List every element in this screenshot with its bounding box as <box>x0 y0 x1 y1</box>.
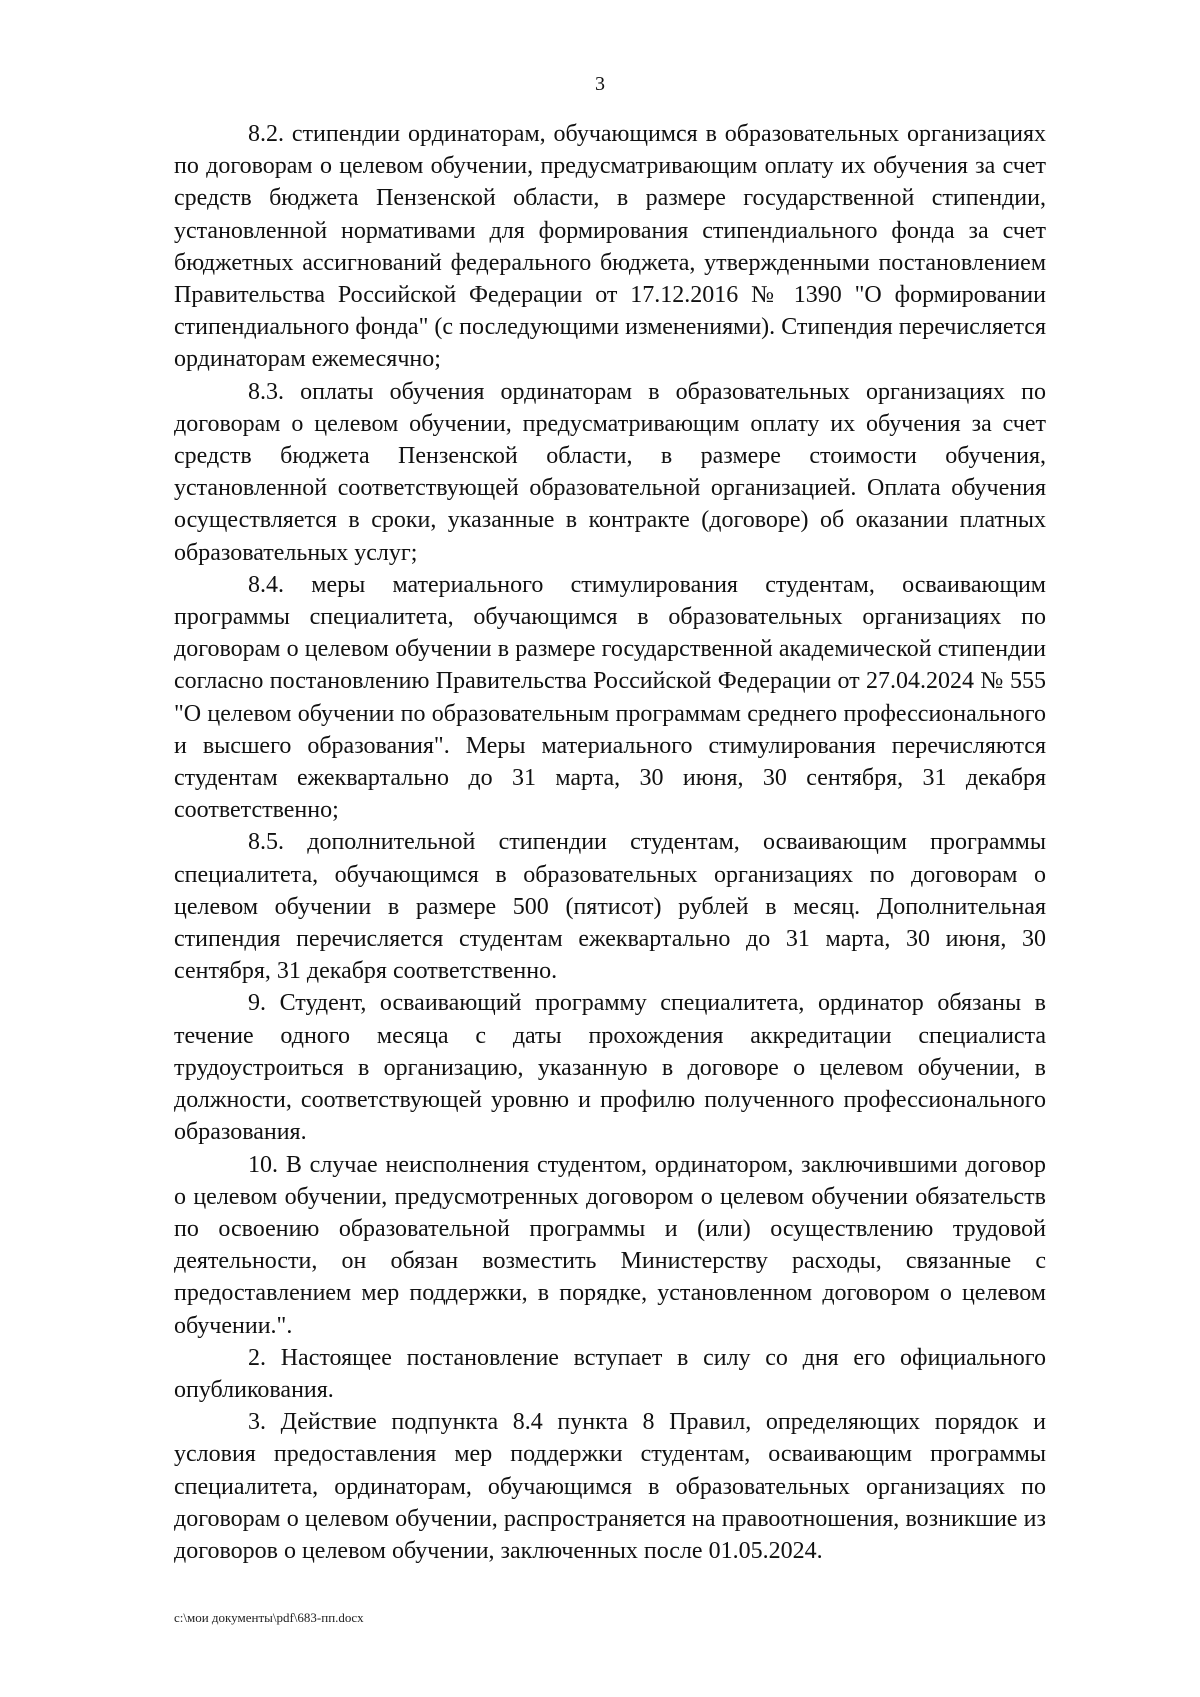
document-body <box>174 118 1046 1567</box>
paragraph-8-3: 8.3. оплаты обучения ординаторам в образовательных организациях по договорам о целевом обучении, предусматривающим оплату их обучения за счет средств бюджета Пензенской области, в размере стоимости обучения, установленной соответствующей образовательной организацией. Оплата обучения осуществляется в сроки, указанные в контракте (договоре) об оказании платных образовательных услуг; <box>174 378 1046 566</box>
footer-file-path: c:\мои документы\pdf\683-пп.docx <box>174 1610 364 1625</box>
paragraph-10: 10. В случае неисполнения студентом, ординатором, заключившими договор о целевом обучении, предусмотренных договором о целевом обучении обязательств по освоению образовательной программы и (или) осуществлению трудовой деятельности, он обязан возместить Министерству расходы, связанные с предоставлением мер поддержки, в порядке, установленном договором о целевом обучении.". <box>174 1151 1046 1339</box>
paragraph-8-2: 8.2. стипендии ординаторам, обучающимся в образовательных организациях по договорам о целевом обучении, предусматривающим оплату их обучения за счет средств бюджета Пензенской области, в размере государственной стипендии, установленной нормативами для формирования стипендиального фонда за счет бюджетных ассигнований федерального бюджета, утвержденными постановлением Правительства Российской Федерации от 17.12.2016 № 1390 "О формировании стипендиального фонда" (с последующими изменениями). Стипендия перечисляется ординаторам ежемесячно; <box>174 121 1046 373</box>
paragraph-8-5: 8.5. дополнительной стипендии студентам, осваивающим программы специалитета, обучающимся в образовательных организациях по договорам о целевом обучении в размере 500 (пятисот) рублей в месяц. Дополнительная стипендия перечисляется студентам ежеквартально до 31 марта, 30 июня, 30 сентября, 31 декабря соответственно. <box>174 829 1046 985</box>
paragraph-8-4: 8.4. меры материального стимулирования студентам, осваивающим программы специалитета, обучающимся в образовательных организациях по договорам о целевом обучении в размере государственной академической стипендии согласно постановлению Правительства Российской Федерации от 27.04.2024 № 555 "О целевом обучении по образовательным программам среднего профессионального и высшего образования". Меры материального стимулирования перечисляются студентам ежеквартально до 31 марта, 30 июня, 30 сентября, 31 декабря соответственно; <box>174 571 1046 824</box>
paragraph-item-2: 2. Настоящее постановление вступает в силу со дня его официального опубликования. <box>174 1344 1046 1403</box>
page-number: 3 <box>595 73 605 95</box>
paragraph-item-3: 3. Действие подпункта 8.4 пункта 8 Правил, определяющих порядок и условия предоставления мер поддержки студентам, осваивающим программы специалитета, ординаторам, обучающимся в образовательных организациях по договорам о целевом обучении, распространяется на правоотношения, возникшие из договоров о целевом обучении, заключенных после 01.05.2024. <box>174 1409 1046 1564</box>
paragraph-9: 9. Студент, осваивающий программу специалитета, ординатор обязаны в течение одного месяца с даты прохождения аккредитации специалиста трудоустроиться в организацию, указанную в договоре о целевом обучении, в должности, соответствующей уровню и профилю полученного профессионального образования. <box>174 990 1046 1146</box>
